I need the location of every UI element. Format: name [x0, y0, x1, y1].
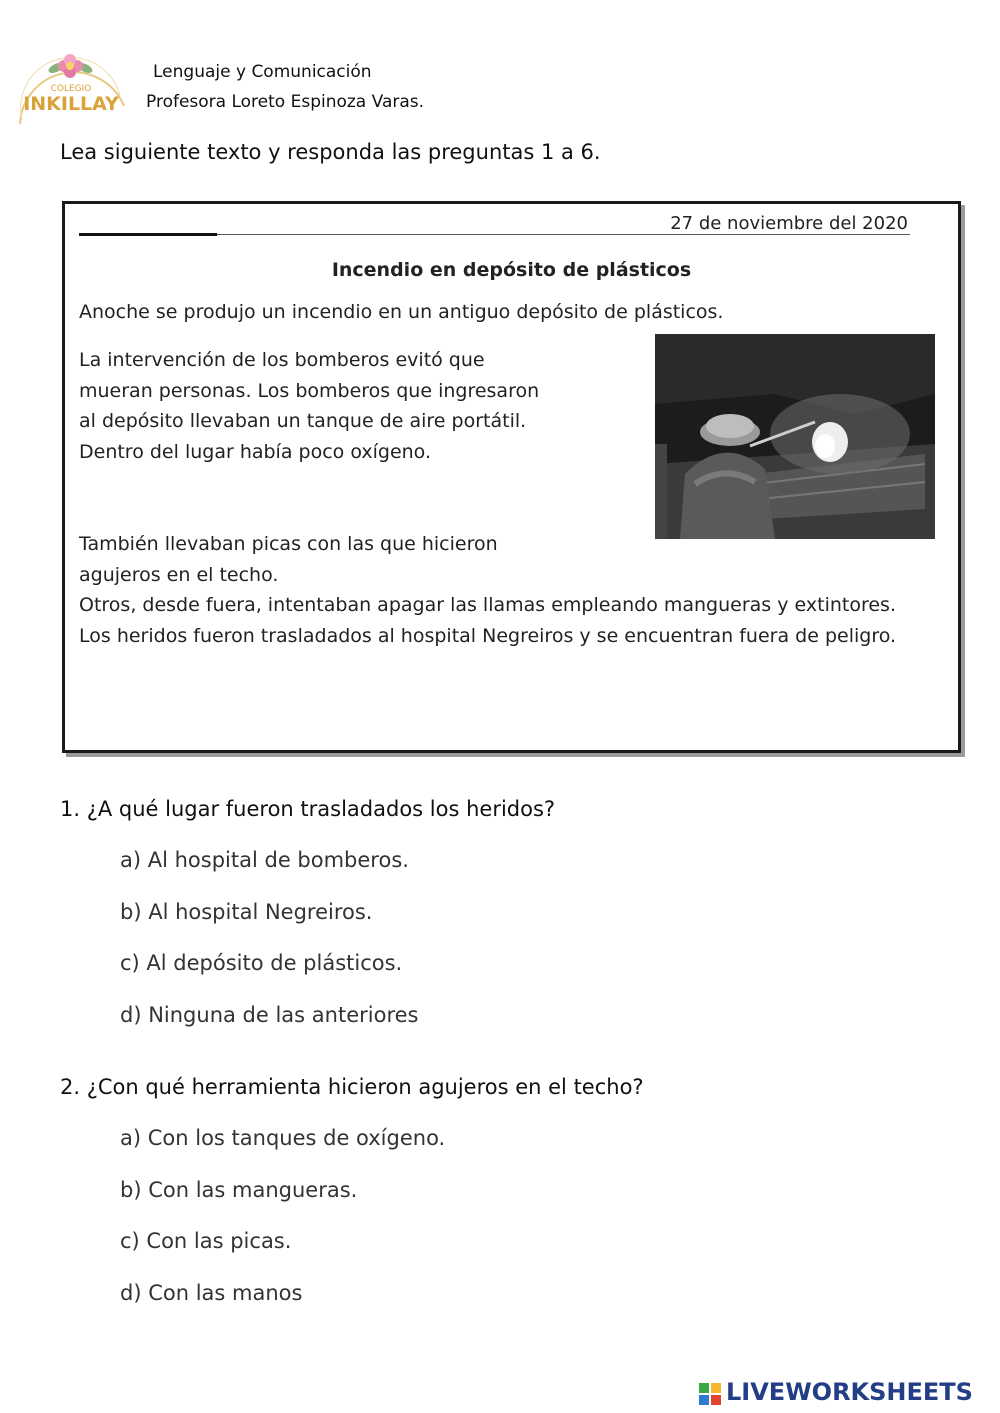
watermark-text: LIVEWORKSHEETS	[726, 1378, 973, 1406]
article-date: 27 de noviembre del 2020	[670, 213, 908, 234]
school-logo	[12, 36, 130, 128]
article-line: Otros, desde fuera, intentaban apagar las llamas empleando mangueras y extintores.	[79, 594, 896, 616]
instruction-text: Lea siguiente texto y responda las preguntas 1 a 6.	[60, 140, 601, 164]
option-1c[interactable]: c) Al depósito de plásticos.	[120, 951, 403, 975]
option-2c[interactable]: c) Con las picas.	[120, 1229, 292, 1253]
option-2d[interactable]: d) Con las manos	[120, 1281, 303, 1305]
teacher-label: Profesora Loreto Espinoza Varas.	[146, 92, 425, 112]
divider	[217, 234, 910, 235]
option-1a[interactable]: a) Al hospital de bomberos.	[120, 848, 409, 872]
article-paragraph	[79, 529, 949, 651]
option-1b[interactable]: b) Al hospital Negreiros.	[120, 900, 373, 924]
news-article	[62, 201, 961, 753]
question-1: 1. ¿A qué lugar fueron trasladados los heridos?	[60, 797, 556, 821]
liveworksheets-icon	[698, 1382, 722, 1406]
logo-small-text: COLEGIO	[50, 84, 92, 94]
option-1d[interactable]: d) Ninguna de las anteriores	[120, 1003, 419, 1027]
subject-label: Lenguaje y Comunicación	[153, 62, 372, 82]
article-line: También llevaban picas con las que hicieron agujeros en el techo.	[79, 533, 498, 586]
article-title: Incendio en depósito de plásticos	[331, 259, 692, 281]
question-2: 2. ¿Con qué herramienta hicieron agujeros en el techo?	[60, 1075, 644, 1099]
firefighter-photo	[655, 334, 935, 539]
article-paragraph: La intervención de los bomberos evitó que mueran personas. Los bomberos que ingresaron al depósito llevaban un tanque de aire portátil. Dentro del lugar había poco oxígeno.	[79, 349, 540, 463]
option-2a[interactable]: a) Con los tanques de oxígeno.	[120, 1126, 446, 1150]
article-line: Los heridos fueron trasladados al hospital Negreiros y se encuentran fuera de peligro.	[79, 624, 897, 647]
article-lead: Anoche se produjo un incendio en un antiguo depósito de plásticos.	[79, 301, 724, 323]
option-2b[interactable]: b) Con las mangueras.	[120, 1178, 358, 1202]
divider	[79, 233, 217, 236]
logo-text: INKILLAY	[23, 93, 119, 115]
